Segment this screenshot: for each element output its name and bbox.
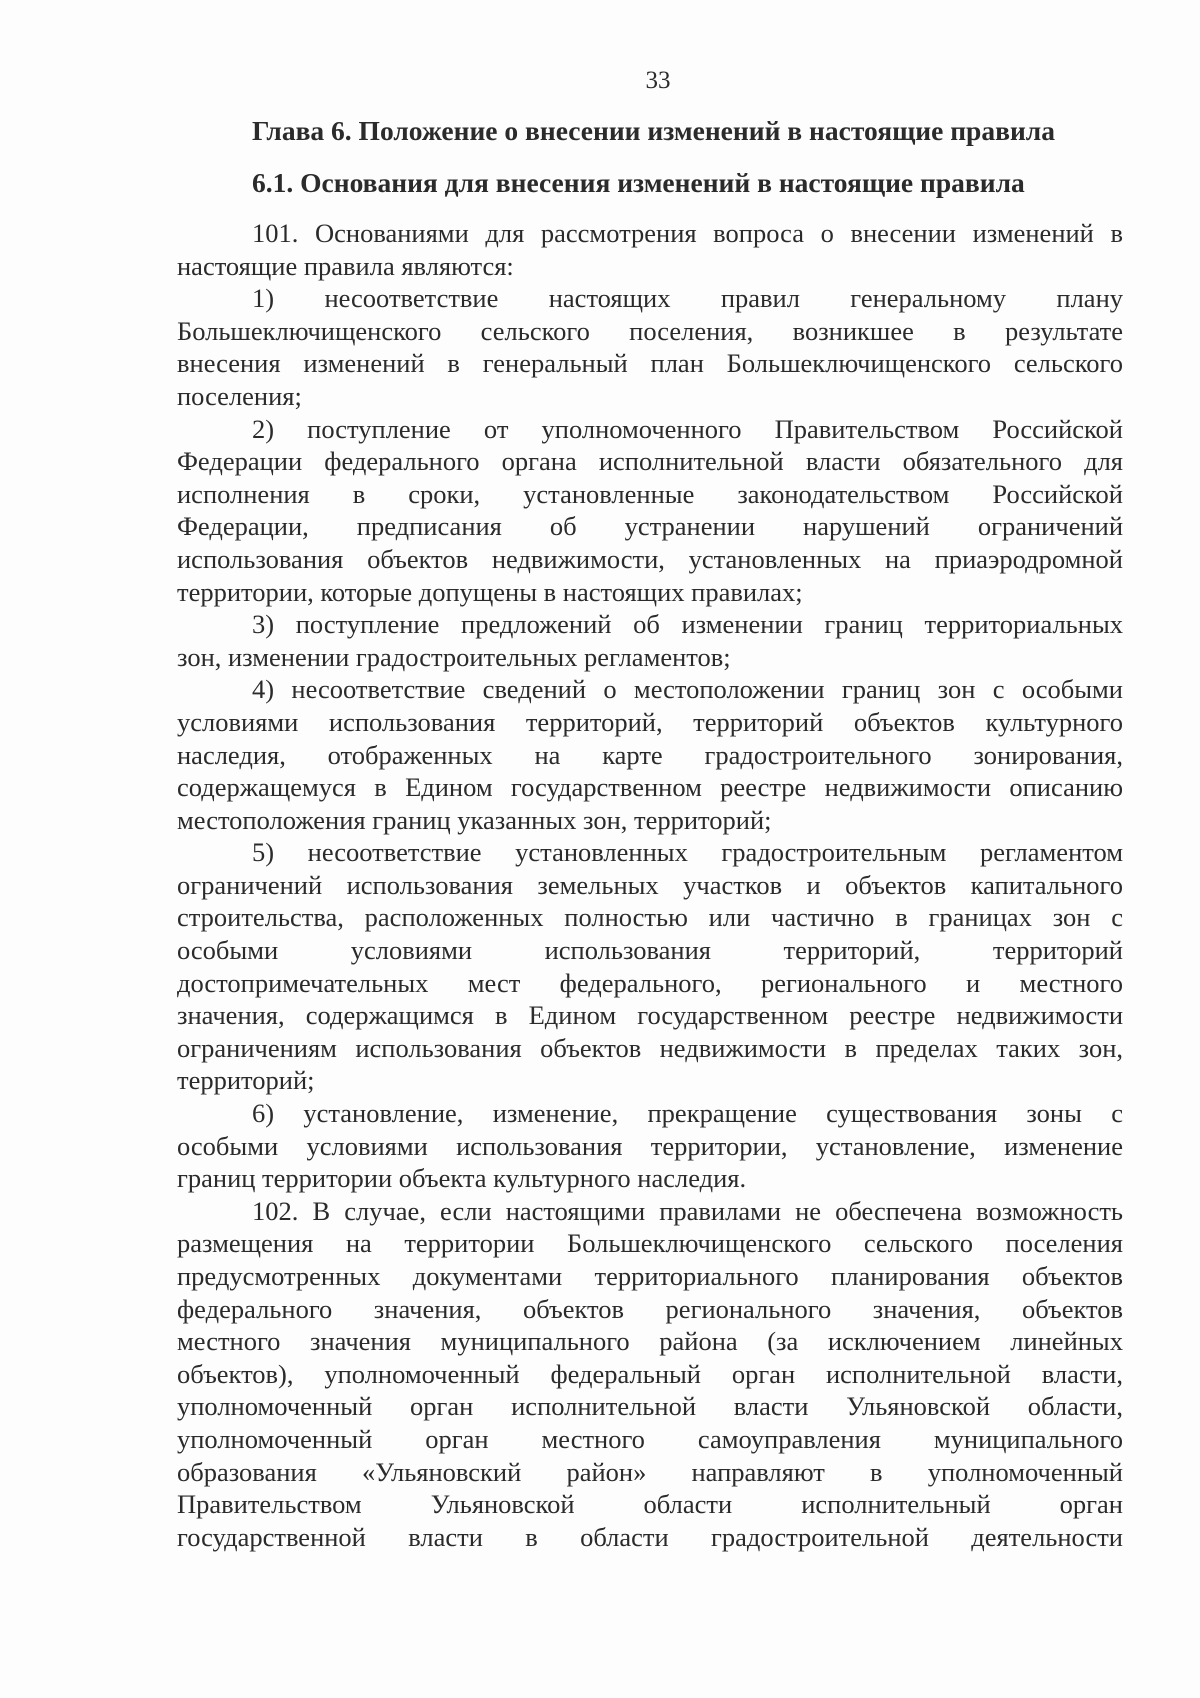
text-line: 2) поступление от уполномоченного Правительством Российской <box>252 413 1123 444</box>
text-line: территорий; <box>177 1065 315 1096</box>
text-line: условиями использования территорий, территорий объектов культурного <box>177 706 1123 737</box>
text-line: уполномоченный орган местного самоуправления муниципального <box>177 1423 1123 1454</box>
paragraph <box>177 836 1123 1097</box>
text-line: местного значения муниципального района (за исключением линейных <box>177 1326 1123 1357</box>
text-line: границ территории объекта культурного наследия. <box>177 1163 747 1194</box>
paragraph <box>177 282 1123 412</box>
text-line: особыми условиями использования территории, установление, изменение <box>177 1130 1123 1161</box>
text-line: предусмотренных документами территориального планирования объектов <box>177 1261 1123 1291</box>
text-line: зон, изменении градостроительных регламентов; <box>177 641 731 672</box>
paragraph <box>177 673 1123 836</box>
text-line: наследия, отображенных на карте градостроительного зонирования, <box>177 739 1123 770</box>
text-line: государственной власти в области градостроительной деятельности <box>177 1521 1123 1552</box>
text-line: 102. В случае, если настоящими правилами не обеспечена возможность <box>252 1195 1123 1226</box>
text-line: местоположения границ указанных зон, территорий; <box>177 804 772 835</box>
text-line: строительства, расположенных полностью или частично в границах зон с <box>177 902 1123 933</box>
paragraph <box>177 217 1123 282</box>
text-line: 6) установление, изменение, прекращение существования зоны с <box>252 1098 1123 1129</box>
text-line: территории, которые допущены в настоящих правилах; <box>177 576 803 607</box>
text-line: исполнения в сроки, установленные законодательством Российской <box>177 478 1123 509</box>
paragraph <box>177 1097 1123 1195</box>
document-body <box>177 217 1123 1553</box>
text-line: содержащемуся в Едином государственном реестре недвижимости описанию <box>177 772 1123 803</box>
paragraph <box>177 413 1123 609</box>
text-line: 4) несоответствие сведений о местоположении границ зон с особыми <box>252 674 1123 705</box>
text-line: 3) поступление предложений об изменении границ территориальных <box>252 609 1123 640</box>
text-line: использования объектов недвижимости, установленных на приаэродромной <box>177 543 1123 574</box>
text-line: Правительством Ульяновской области исполнительный орган <box>177 1489 1123 1520</box>
text-line: 1) несоответствие настоящих правил генеральному плану <box>252 283 1123 314</box>
paragraph <box>177 608 1123 673</box>
text-line: объектов), уполномоченный федеральный орган исполнительной власти, <box>177 1358 1123 1389</box>
text-line: Федерации, предписания об устранении нарушений ограничений <box>177 511 1123 542</box>
page-number: 33 <box>645 67 671 94</box>
text-line: Федерации федерального органа исполнительной власти обязательного для <box>177 446 1123 477</box>
text-line: уполномоченный орган исполнительной власти Ульяновской области, <box>177 1391 1123 1422</box>
paragraph <box>177 1195 1123 1554</box>
section-title: 6.1. Основания для внесения изменений в настоящие правила <box>252 167 1025 198</box>
text-line: настоящие правила являются: <box>177 250 514 281</box>
text-line: внесения изменений в генеральный план Большеключищенского сельского <box>177 348 1123 379</box>
text-line: поселения; <box>177 380 302 411</box>
text-line: достопримечательных мест федерального, регионального и местного <box>177 967 1123 998</box>
text-line: 5) несоответствие установленных градостроительным регламентом <box>252 837 1123 868</box>
text-line: особыми условиями использования территорий, территорий <box>177 935 1123 966</box>
text-line: ограничений использования земельных участков и объектов капитального <box>177 869 1123 900</box>
text-line: размещения на территории Большеключищенского сельского поселения <box>177 1228 1123 1259</box>
text-line: образования «Ульяновский район» направляют в уполномоченный <box>177 1456 1123 1487</box>
text-line: ограничениям использования объектов недвижимости в пределах таких зон, <box>177 1032 1123 1063</box>
text-line: 101. Основаниями для рассмотрения вопроса о внесении изменений в <box>252 218 1123 248</box>
text-line: значения, содержащимся в Едином государственном реестре недвижимости <box>177 1000 1123 1031</box>
chapter-title: Глава 6. Положение о внесении изменений в настоящие правила <box>252 115 1055 146</box>
text-line: Большеключищенского сельского поселения, возникшее в результате <box>177 315 1123 346</box>
text-line: федерального значения, объектов регионального значения, объектов <box>177 1293 1123 1324</box>
